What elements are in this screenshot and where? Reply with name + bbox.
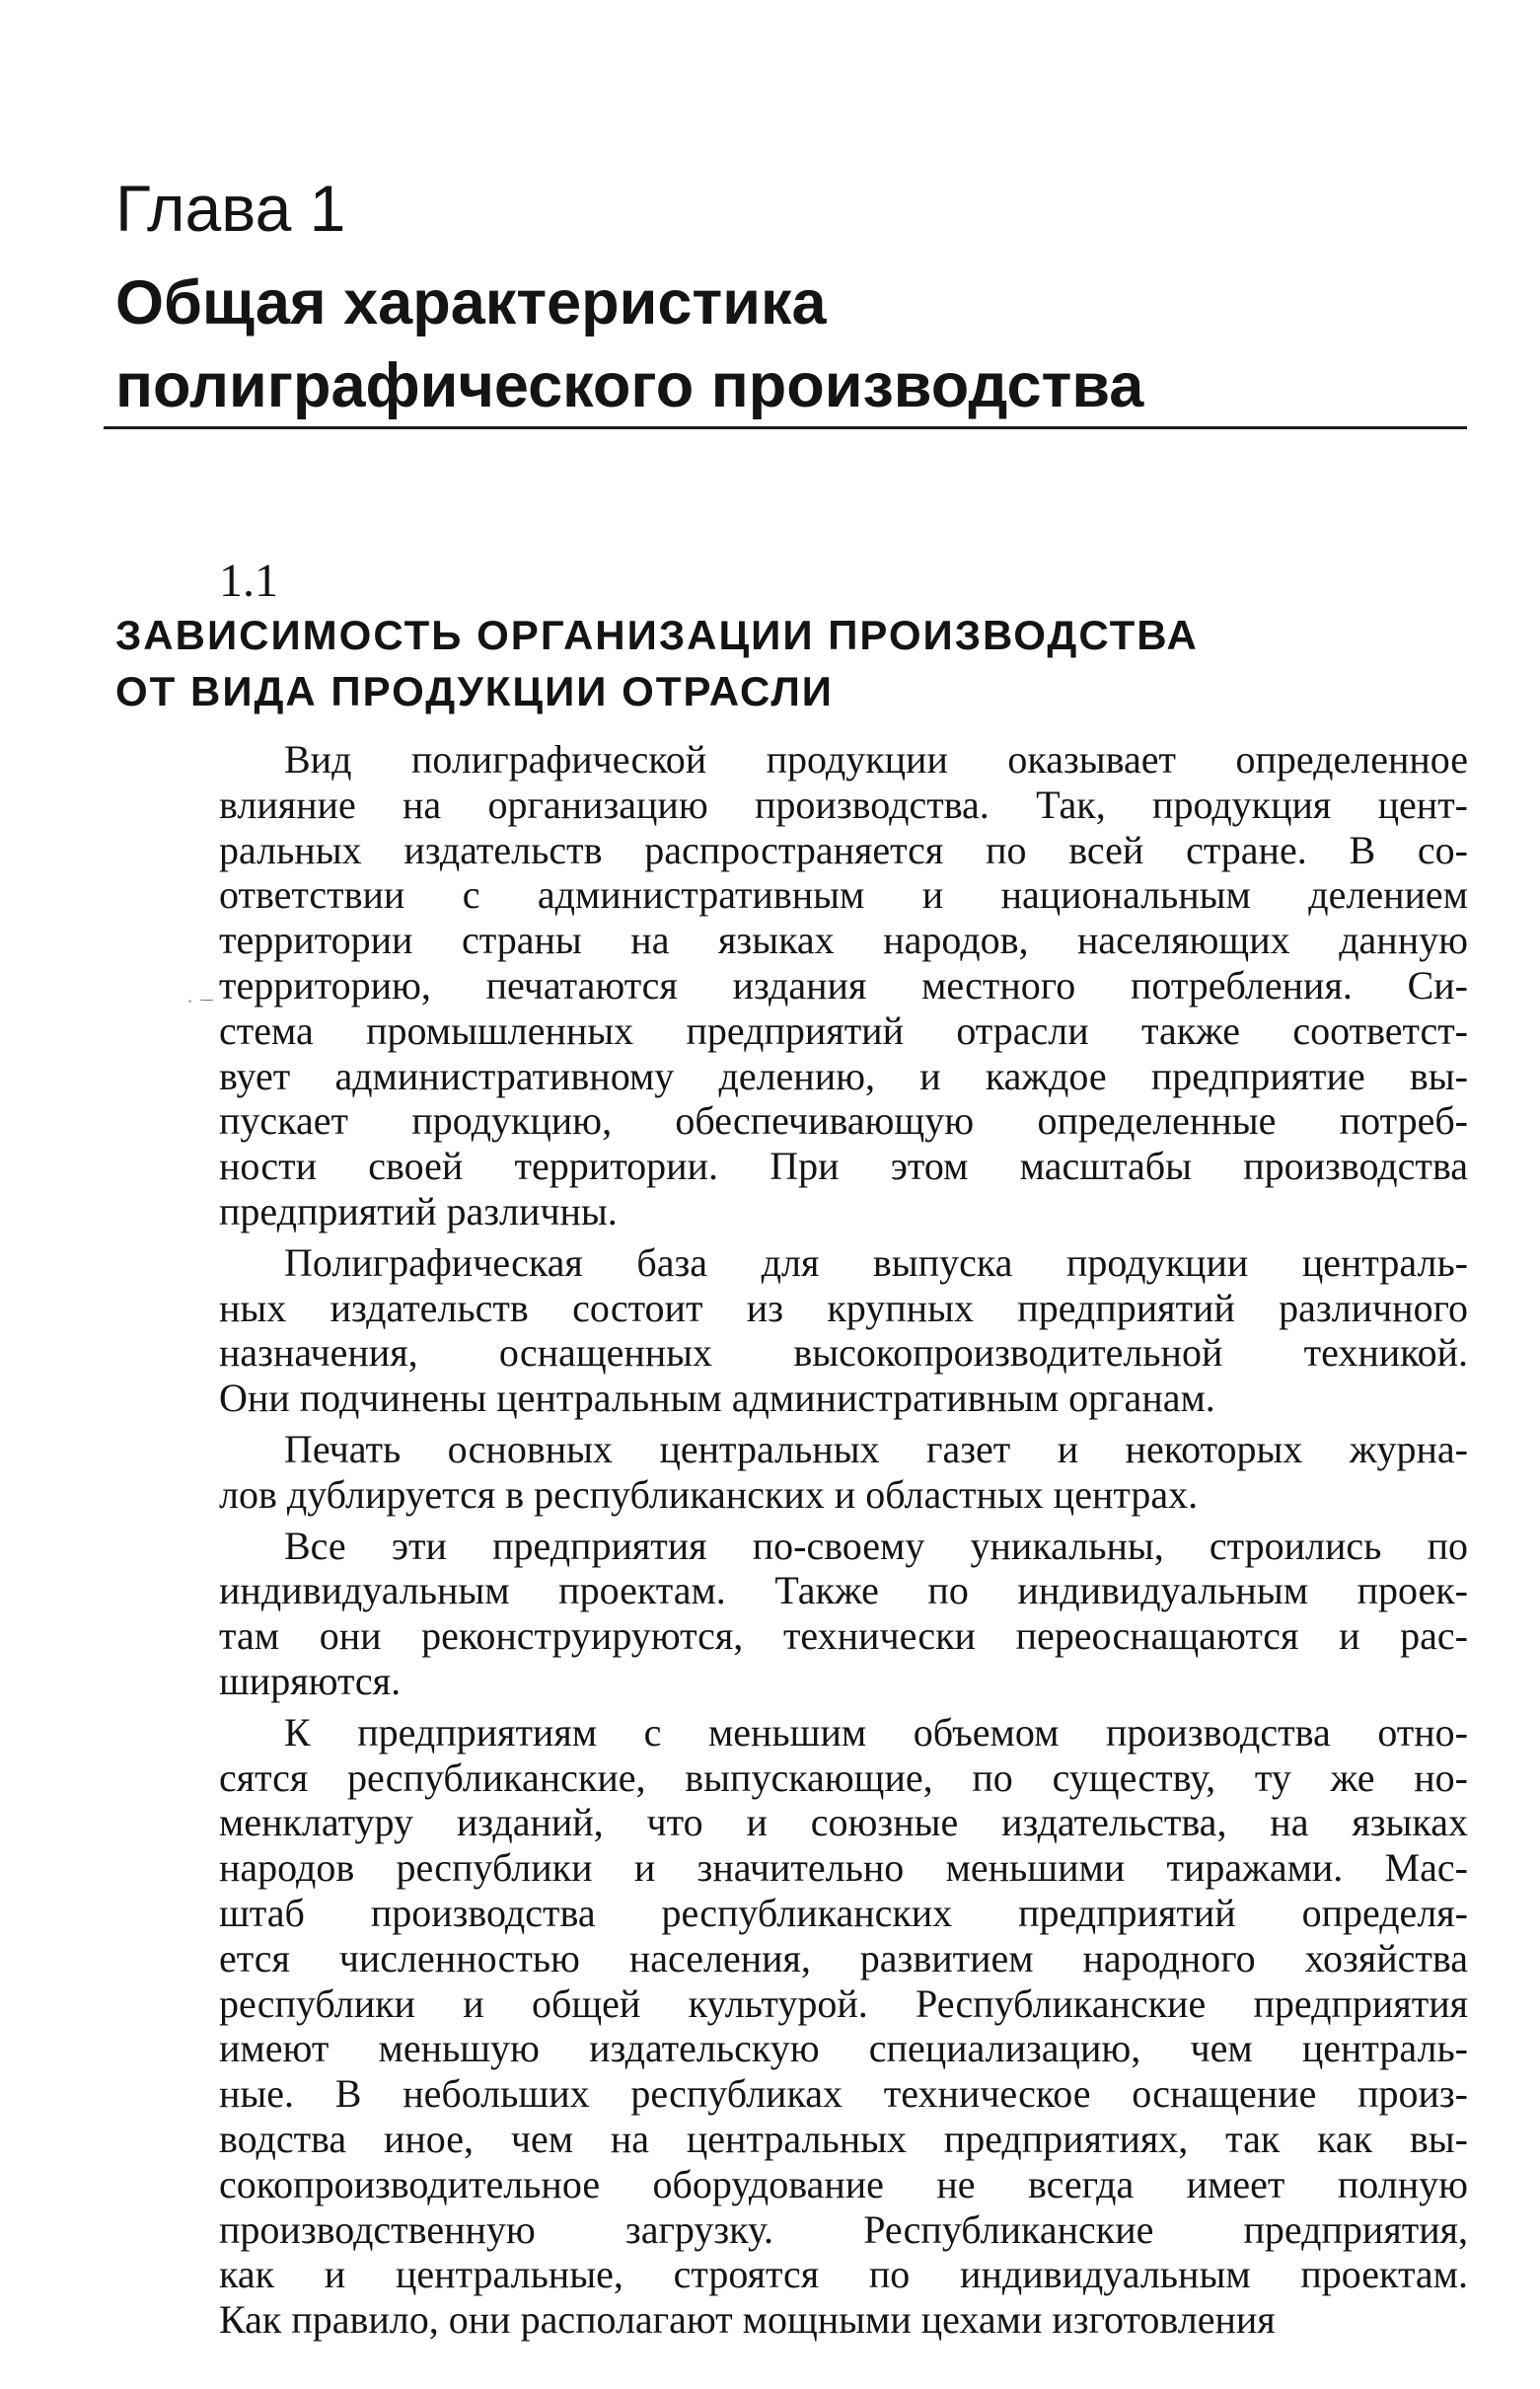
- text-line: назначения, оснащенных высокопроизводительной техникой.: [219, 1330, 1468, 1376]
- text-line: ных издательств состоит из крупных предприятий различного: [219, 1285, 1468, 1330]
- text-line: Все эти предприятия по-своему уникальны, строились по: [284, 1523, 1468, 1568]
- text-line: ответствии с административным и национальным делением: [219, 872, 1468, 918]
- text-line: индивидуальным проектам. Также по индивидуальным проек-: [219, 1568, 1468, 1613]
- chapter-title-line: Общая характеристика: [115, 268, 827, 337]
- text-line: штаб производства республиканских предприятий определя-: [219, 1890, 1468, 1935]
- text-line: территорию, печатаются издания местного потребления. Си-: [219, 962, 1468, 1008]
- text-line: ности своей территории. При этом масштабы производства: [219, 1144, 1468, 1189]
- chapter-title: [115, 261, 1143, 427]
- text-line: сятся республиканские, выпускающие, по существу, ту же но-: [219, 1754, 1468, 1800]
- text-line: стема промышленных предприятий отрасли также соответст-: [219, 1008, 1468, 1053]
- text-line: как и центральные, строятся по индивидуальным проектам.: [219, 2252, 1468, 2297]
- section-heading-line: ОТ ВИДА ПРОДУКЦИИ ОТРАСЛИ: [115, 668, 834, 714]
- section-number: 1.1: [219, 555, 278, 607]
- text-line: территории страны на языках народов, населяющих данную: [219, 918, 1468, 963]
- chapter-label: Глава 1: [115, 172, 346, 245]
- text-line: ется численностью населения, развитием народного хозяйства: [219, 1935, 1468, 1980]
- text-line: пускает продукцию, обеспечивающую определенные потреб-: [219, 1098, 1468, 1144]
- paragraph: [219, 1427, 1468, 1518]
- text-line: имеют меньшую издательскую специализацию, чем централь-: [219, 2026, 1468, 2071]
- text-line: менклатуру изданий, что и союзные издательства, на языках: [219, 1800, 1468, 1845]
- paragraph: [219, 737, 1468, 1234]
- text-line: там они реконструируются, технически переоснащаются и рас-: [219, 1613, 1468, 1659]
- paragraph: [219, 1524, 1468, 1704]
- body-text: [219, 737, 1468, 2349]
- text-line: Печать основных центральных газет и некоторых журна-: [284, 1426, 1468, 1471]
- text-line: предприятий различны.: [219, 1188, 618, 1233]
- text-line: сокопроизводительное оборудование не всегда имеет полную: [219, 2161, 1468, 2206]
- text-line: Полиграфическая база для выпуска продукции централь-: [284, 1239, 1468, 1285]
- text-line: республики и общей культурой. Республиканские предприятия: [219, 1980, 1468, 2026]
- text-line: народов республики и значительно меньшими тиражами. Мас-: [219, 1845, 1468, 1891]
- chapter-divider: [104, 426, 1467, 429]
- chapter-title-line: полиграфического производства: [115, 351, 1144, 420]
- text-line: Вид полиграфической продукции оказывает определенное: [284, 737, 1468, 782]
- text-line: Они подчинены центральным административным органам.: [219, 1376, 1215, 1421]
- text-line: лов дублируется в республиканских и областных центрах.: [219, 1471, 1199, 1517]
- text-line: Как правило, они располагают мощными цехами изготовления: [219, 2297, 1276, 2343]
- section-heading: [115, 607, 1199, 719]
- text-line: ширяются.: [219, 1658, 402, 1703]
- text-line: влияние на организацию производства. Так, продукция цент-: [219, 782, 1468, 827]
- paragraph: [219, 1240, 1468, 1421]
- paragraph: [219, 1710, 1468, 2343]
- margin-dash-mark: ˙ ¯: [187, 997, 213, 1021]
- text-line: производственную загрузку. Республиканские предприятия,: [219, 2206, 1468, 2252]
- text-line: ральных издательств распространяется по всей стране. В со-: [219, 827, 1468, 872]
- text-line: водства иное, чем на центральных предприятиях, так как вы-: [219, 2116, 1468, 2161]
- text-line: вует административному делению, и каждое предприятие вы-: [219, 1053, 1468, 1098]
- section-heading-line: ЗАВИСИМОСТЬ ОРГАНИЗАЦИИ ПРОИЗВОДСТВА: [115, 612, 1199, 658]
- text-line: ные. В небольших республиках техническое оснащение произ-: [219, 2071, 1468, 2117]
- text-line: К предприятиям с меньшим объемом производства отно-: [284, 1709, 1468, 1754]
